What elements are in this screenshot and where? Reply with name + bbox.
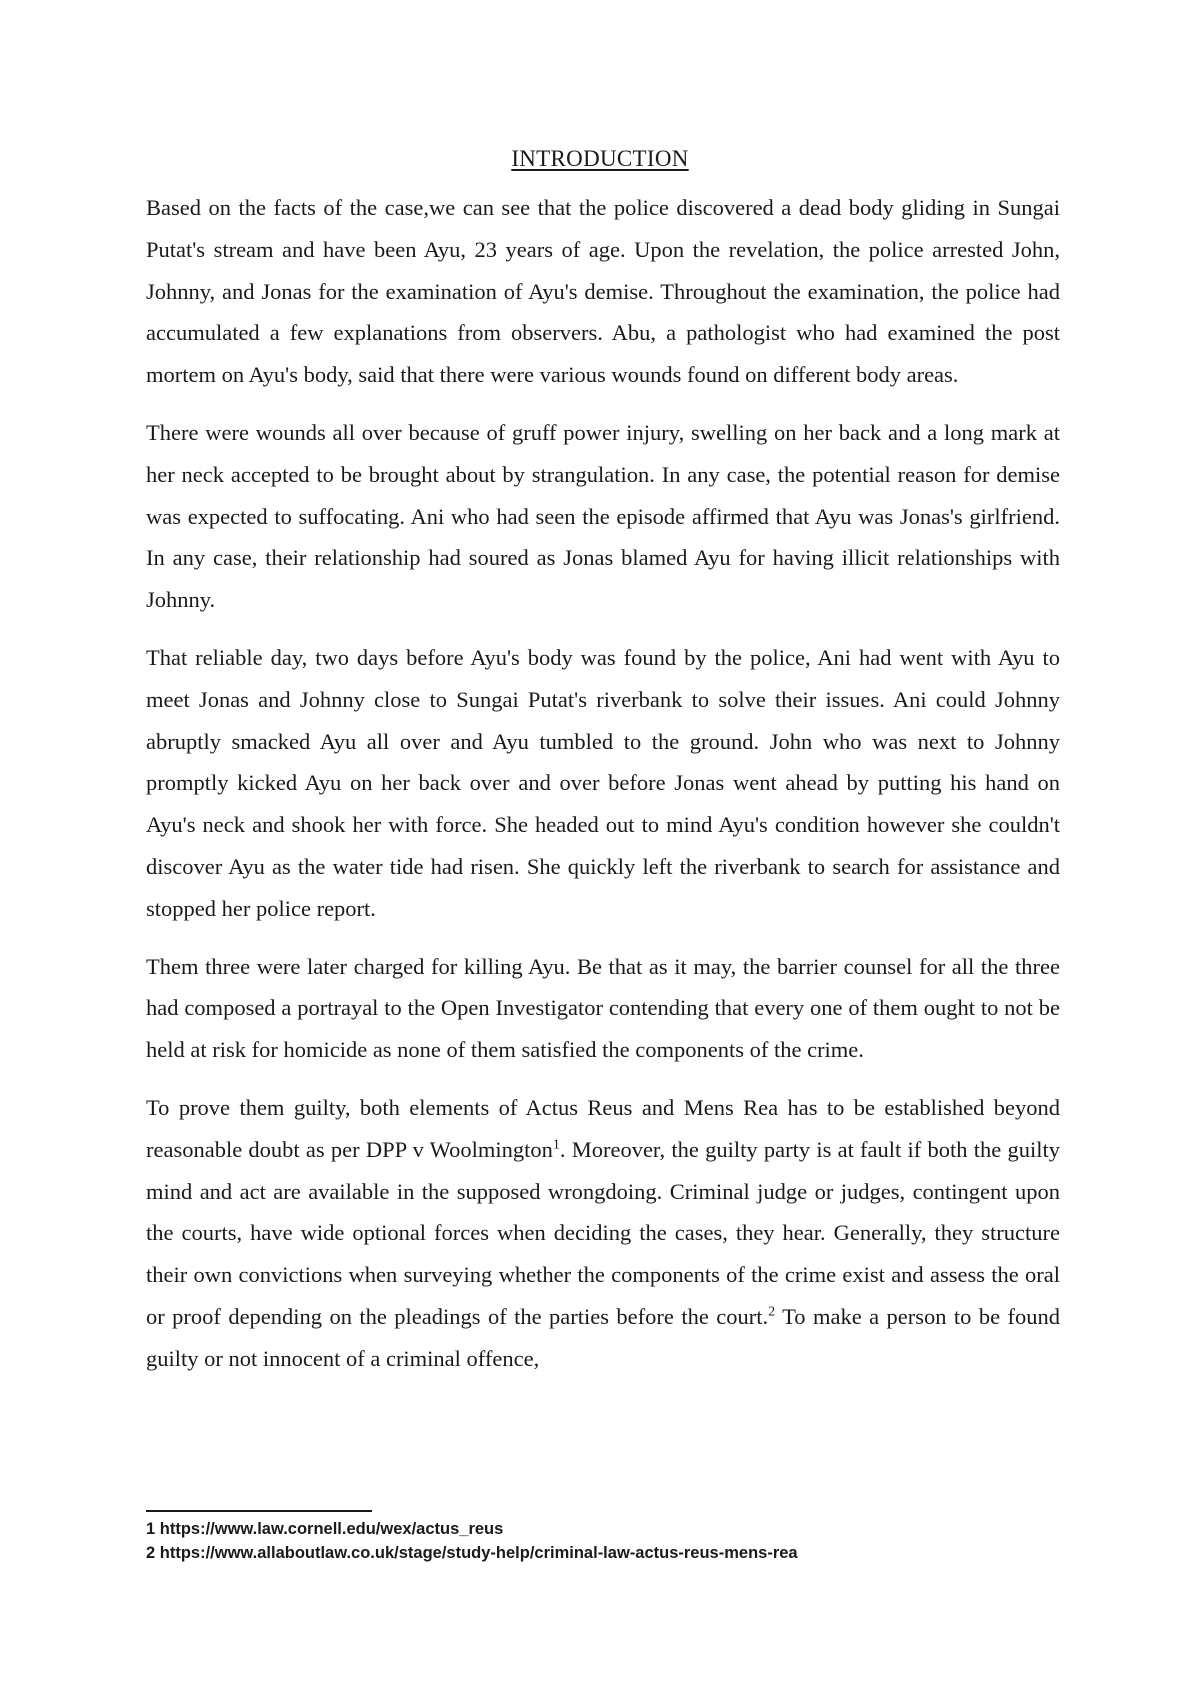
paragraph-charges: Them three were later charged for killing Ayu. Be that as it may, the barrier counsel for all the three had composed a portrayal to the Open Investigator contending that every one of them ought to not be held at risk for homicide as none of them satisfied the components of the crime. [146, 953, 1060, 1063]
footnotes [146, 1517, 1086, 1565]
page-title: INTRODUCTION [511, 146, 689, 171]
paragraph-incident: That reliable day, two days before Ayu's body was found by the police, Ani had went with Ayu to meet Jonas and Johnny close to Sungai Putat's riverbank to solve their issues. Ani could Johnny abruptly smacked Ayu all over and Ayu tumbled to the ground. John who was next to Johnny promptly kicked Ayu on her back over and over before Jonas went ahead by putting his hand on Ayu's neck and shook her with force. She headed out to mind Ayu's condition however she couldn't discover Ayu as the water tide had risen. She quickly left the riverbank to search for assistance and stopped her police report. [146, 644, 1060, 921]
footnote-reference-1[interactable]: 1 [552, 1137, 560, 1153]
paragraph-text-segment: . Moreover, the guilty party is at fault if both the guilty mind and act are available in the supposed wrongdoing. Criminal judge or judges, contingent upon the courts, have wide optional forces when deciding the cases, they hear. Generally, they structure their own convictions when surveying whether the components of the crime exist and assess the oral or proof depending on the pleadings of the parties before the court. [146, 1136, 1060, 1329]
footnote-1[interactable]: 1 https://www.law.cornell.edu/wex/actus_reus [146, 1520, 504, 1538]
paragraph-text-segment: To make a person to be found guilty or not innocent of a criminal offence, [146, 1303, 1060, 1371]
footnote-separator [146, 1510, 372, 1512]
footnote-reference-2[interactable]: 2 [768, 1304, 776, 1320]
document-body [146, 187, 1060, 1396]
footnote-2[interactable]: 2 https://www.allaboutlaw.co.uk/stage/study-help/criminal-law-actus-reus-mens-rea [146, 1544, 798, 1562]
paragraph-elements [146, 1087, 1060, 1380]
paragraph-wounds: There were wounds all over because of gruff power injury, swelling on her back and a long mark at her neck accepted to be brought about by strangulation. In any case, the potential reason for demise was expected to suffocating. Ani who had seen the episode affirmed that Ayu was Jonas's girlfriend. In any case, their relationship had soured as Jonas blamed Ayu for having illicit relationships with Johnny. [146, 419, 1060, 613]
paragraph-text-segment: To prove them guilty, both elements of Actus Reus and Mens Rea has to be established beyond reasonable doubt as per DPP v Woolmington [146, 1094, 1060, 1162]
paragraph-facts: Based on the facts of the case,we can see that the police discovered a dead body gliding in Sungai Putat's stream and have been Ayu, 23 years of age. Upon the revelation, the police arrested John, Johnny, and Jonas for the examination of Ayu's demise. Throughout the examination, the police had accumulated a few explanations from observers. Abu, a pathologist who had examined the post mortem on Ayu's body, said that there were various wounds found on different body areas. [146, 195, 1060, 388]
